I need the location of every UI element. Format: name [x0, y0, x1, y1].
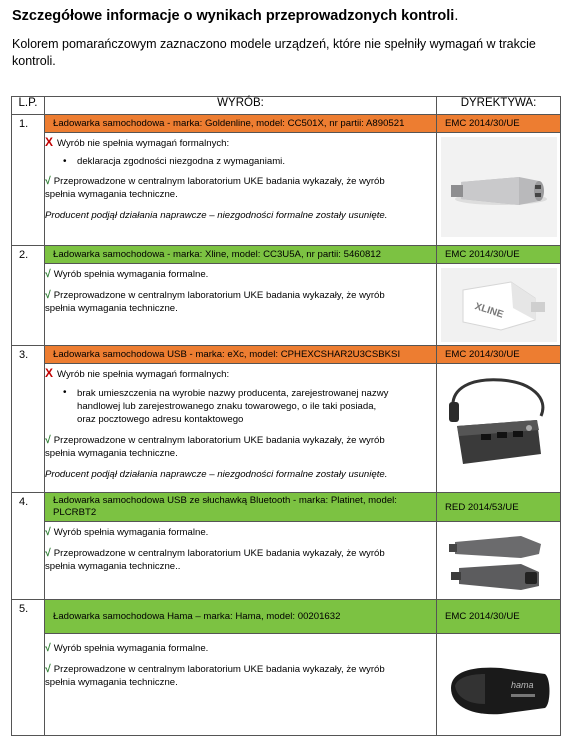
findings-cell: [45, 364, 437, 493]
tech-text-1: Przeprowadzone w centralnym laboratorium UKE badania wykazały, że wyrób: [53, 290, 385, 301]
item-number: [12, 346, 45, 493]
formal-status-text: Wyrób spełnia wymagania formalne.: [53, 269, 209, 280]
tech-text-2: spełnia wymagania techniczne.: [45, 189, 178, 200]
product-name-cell: Ładowarka samochodowa USB - marka: eXc, model: CPHEXCSHAR2U3CSBKSI: [45, 346, 437, 364]
bullet-text: handlowej lub zarejestrowanego znaku towarowego, o ile taki posiada,: [77, 401, 377, 412]
product-name-line: Ładowarka samochodowa USB ze słuchawką Bluetooth - marka: Platinet, model:: [53, 495, 397, 506]
pass-check-icon: √: [45, 434, 51, 446]
item-number: [12, 115, 45, 246]
intro-text: Kolorem pomarańczowym zaznaczono modele urządzeń, które nie spełniły wymagań w trakcie kontroli.: [12, 37, 536, 68]
header-lp: L.P.: [12, 97, 45, 115]
pass-check-icon: √: [45, 289, 51, 301]
tech-text-1: Przeprowadzone w centralnym laboratorium UKE badania wykazały, że wyrób: [53, 435, 385, 446]
formal-status-text: Wyrób nie spełnia wymagań formalnych:: [57, 138, 230, 149]
silver-car-charger-photo: [441, 137, 557, 237]
bullet-icon: •: [63, 156, 67, 167]
pass-check-icon: √: [45, 268, 51, 280]
pass-check-icon: √: [45, 642, 51, 654]
item-number-text: 4.: [19, 496, 29, 508]
findings-cell: [45, 133, 437, 246]
hama-logo-text: hama: [511, 680, 534, 690]
table-row: [12, 246, 561, 264]
pass-check-icon: √: [45, 663, 51, 675]
bluetooth-charger-photo: [441, 526, 557, 596]
product-name-cell: [45, 493, 437, 522]
table-row: [12, 522, 561, 600]
product-name-cell: Ładowarka samochodowa - marka: Xline, model: CC3U5A, nr partii: 5460812: [45, 246, 437, 264]
directive-cell: EMC 2014/30/UE: [437, 346, 561, 364]
directive-cell: RED 2014/53/UE: [437, 493, 561, 522]
pass-check-icon: √: [45, 175, 51, 187]
findings-cell: [45, 522, 437, 600]
tech-text-2: spełnia wymagania techniczne.: [45, 677, 178, 688]
directive-cell: EMC 2014/30/UE: [437, 115, 561, 133]
table-row: [12, 634, 561, 736]
table-row: [12, 364, 561, 493]
product-photo-cell: [437, 522, 561, 600]
table-row: [12, 346, 561, 364]
product-name-line: PLCRBT2: [53, 507, 97, 518]
item-number: [12, 600, 45, 736]
page-title: [12, 8, 458, 24]
product-photo-cell: [437, 634, 561, 736]
header-directive: DYREKTYWA:: [437, 97, 561, 115]
bullet-icon: •: [63, 387, 67, 398]
table-row: [12, 133, 561, 246]
formal-status-text: Wyrób spełnia wymagania formalne.: [53, 527, 209, 538]
item-number: [12, 493, 45, 600]
product-name-cell: Ładowarka samochodowa - marka: Goldenline, model: CC501X, nr partii: A890521: [45, 115, 437, 133]
xline-logo-text: XLINE: [473, 301, 505, 321]
table-row: [12, 600, 561, 634]
pass-check-icon: √: [45, 526, 51, 538]
item-number-text: 3.: [19, 349, 29, 361]
product-photo-cell: [437, 264, 561, 346]
bullet-text: oraz pocztowego adresu kontaktowego: [77, 414, 244, 425]
tech-text-1: Przeprowadzone w centralnym laboratorium UKE badania wykazały, że wyrób: [53, 548, 385, 559]
results-table: [11, 96, 561, 736]
item-number-text: 1.: [19, 118, 29, 130]
formal-status-text: Wyrób spełnia wymagania formalne.: [53, 643, 209, 654]
hama-black-charger-photo: [441, 638, 557, 732]
page-title-text: Szczegółowe informacje o wynikach przeprowadzonych kontroli: [12, 8, 455, 24]
fail-x-icon: X: [45, 135, 54, 149]
page-title-dot: .: [454, 8, 459, 24]
directive-cell: EMC 2014/30/UE: [437, 246, 561, 264]
tech-text-2: spełnia wymagania techniczne..: [45, 561, 181, 572]
product-photo-cell: [437, 133, 561, 246]
fail-x-icon: X: [45, 366, 54, 380]
tech-text-2: spełnia wymagania techniczne.: [45, 448, 178, 459]
corrective-note: Producent podjął działania naprawcze – niezgodności formalne zostały usunięte.: [45, 210, 388, 221]
header-product: WYRÓB:: [45, 97, 437, 115]
black-cable-hub-charger-photo: [441, 368, 557, 488]
pass-check-icon: √: [45, 547, 51, 559]
table-row: [12, 264, 561, 346]
formal-status-text: Wyrób nie spełnia wymagań formalnych:: [57, 369, 230, 380]
white-car-charger-photo: [441, 268, 557, 342]
table-header-row: [12, 97, 561, 115]
item-number-text: 5.: [19, 603, 29, 615]
item-number: [12, 246, 45, 346]
tech-text-1: Przeprowadzone w centralnym laboratorium UKE badania wykazały, że wyrób: [53, 664, 385, 675]
item-number-text: 2.: [19, 249, 29, 261]
tech-text-1: Przeprowadzone w centralnym laboratorium UKE badania wykazały, że wyrób: [53, 176, 385, 187]
table-row: [12, 493, 561, 522]
tech-text-2: spełnia wymagania techniczne.: [45, 303, 178, 314]
product-photo-cell: [437, 364, 561, 493]
findings-cell: [45, 264, 437, 346]
corrective-note: Producent podjął działania naprawcze – niezgodności formalne zostały usunięte.: [45, 469, 388, 480]
directive-cell: EMC 2014/30/UE: [437, 600, 561, 634]
bullet-text: deklaracja zgodności niezgodna z wymaganiami.: [77, 156, 285, 167]
bullet-text: brak umieszczenia na wyrobie nazwy producenta, zarejestrowanej nazwy: [77, 388, 389, 399]
product-name-cell: Ładowarka samochodowa Hama – marka: Hama, model: 00201632: [45, 600, 437, 634]
findings-cell: [45, 634, 437, 736]
table-row: [12, 115, 561, 133]
